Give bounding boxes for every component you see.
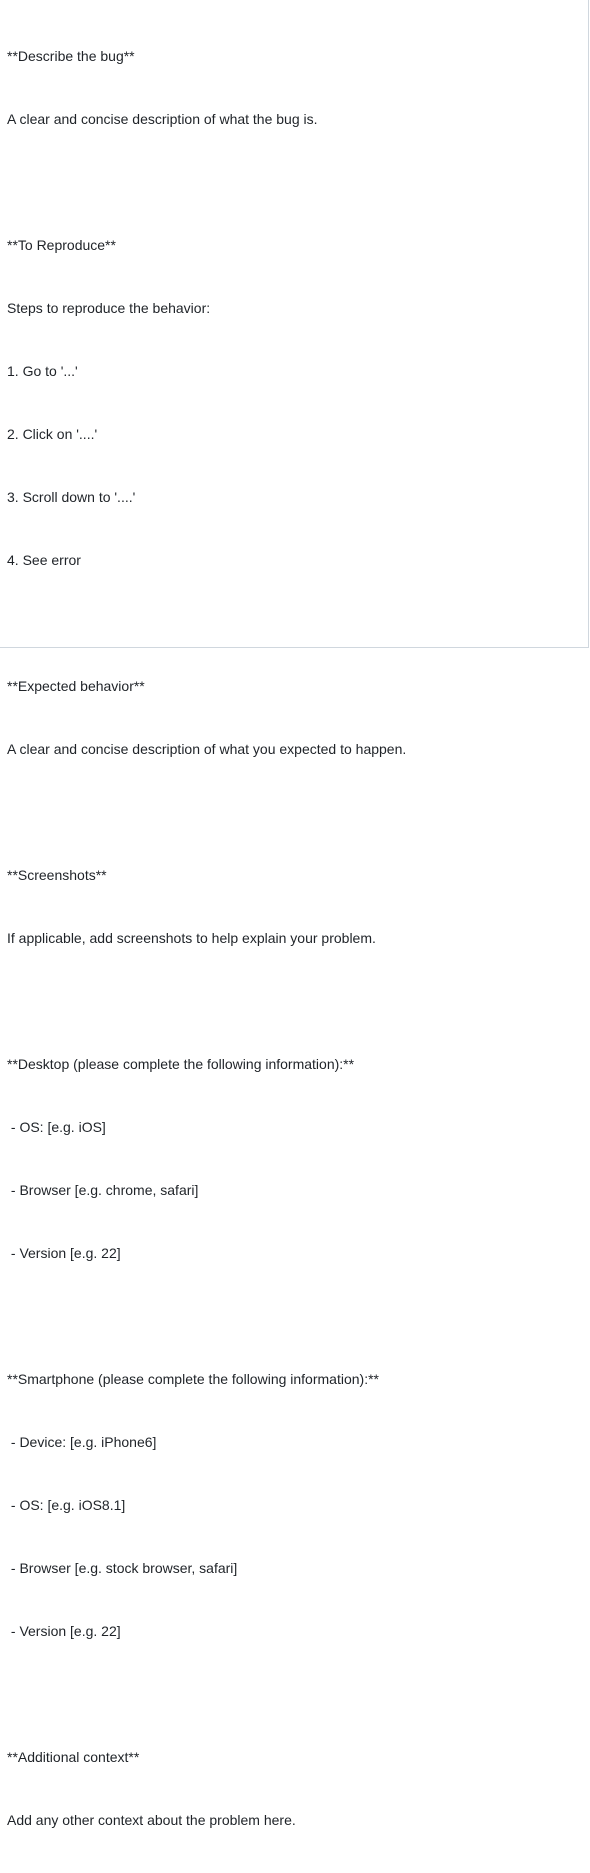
- body-line: A clear and concise description of what the bug is.: [7, 111, 318, 127]
- body-line: [7, 991, 406, 1012]
- body-line: [7, 1306, 406, 1327]
- body-line: **Describe the bug**: [7, 48, 135, 64]
- body-line: **Expected behavior**: [7, 678, 145, 694]
- body-line: 1. Go to '...': [7, 363, 78, 379]
- body-line: 3. Scroll down to '....': [7, 489, 136, 505]
- issue-body-text: [7, 4, 406, 1873]
- body-line: [7, 802, 406, 823]
- body-line: **Desktop (please complete the following information):**: [7, 1056, 355, 1072]
- body-line: If applicable, add screenshots to help explain your problem.: [7, 930, 376, 946]
- body-line: [7, 1684, 406, 1705]
- body-line: - Browser [e.g. stock browser, safari]: [7, 1560, 238, 1576]
- body-line: 4. See error: [7, 552, 81, 568]
- body-line: **Additional context**: [7, 1749, 140, 1765]
- body-line: **To Reproduce**: [7, 237, 116, 253]
- body-line: - Version [e.g. 22]: [7, 1623, 121, 1639]
- body-line: [7, 613, 406, 634]
- body-line: **Screenshots**: [7, 867, 107, 883]
- body-line: - OS: [e.g. iOS]: [7, 1119, 106, 1135]
- body-line: - OS: [e.g. iOS8.1]: [7, 1497, 126, 1513]
- body-line: 2. Click on '....': [7, 426, 98, 442]
- body-line: A clear and concise description of what you expected to happen.: [7, 741, 407, 757]
- body-line: - Device: [e.g. iPhone6]: [7, 1434, 157, 1450]
- body-line: [7, 172, 406, 193]
- body-line: Add any other context about the problem here.: [7, 1812, 296, 1828]
- body-line: - Version [e.g. 22]: [7, 1245, 121, 1261]
- body-line: Steps to reproduce the behavior:: [7, 300, 211, 316]
- body-line: **Smartphone (please complete the following information):**: [7, 1371, 379, 1387]
- body-line: - Browser [e.g. chrome, safari]: [7, 1182, 199, 1198]
